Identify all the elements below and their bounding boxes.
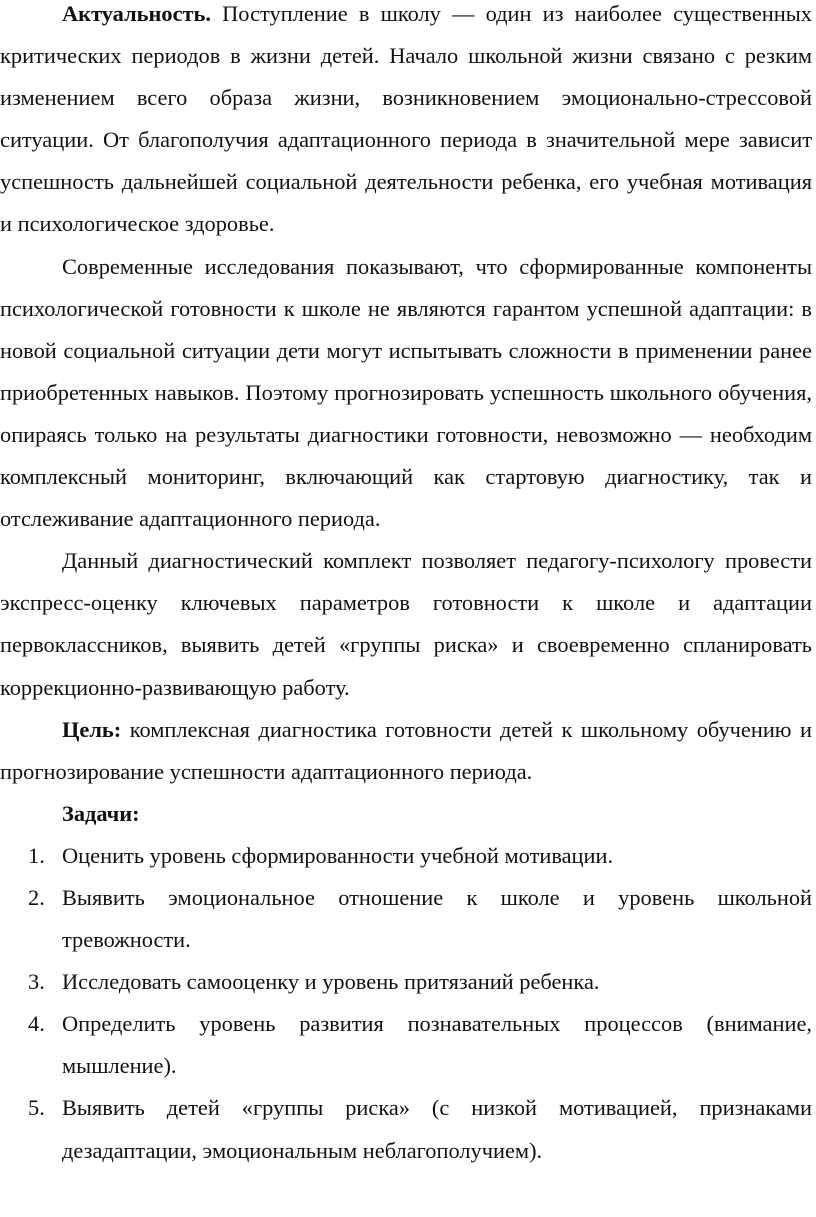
task-text: Выявить эмоциональное отношение к школе и уровень школьной тревожности.	[62, 884, 812, 953]
relevance-label: Актуальность.	[62, 1, 211, 26]
task-item	[0, 877, 812, 961]
task-item	[0, 835, 812, 877]
goal-text: комплексная диагностика готовности детей к школьному обучению и прогнозирование успешности адаптационного периода.	[0, 716, 812, 784]
tasks-list	[0, 835, 812, 1172]
relevance-paragraph	[0, 0, 812, 246]
task-text: Определить уровень развития познавательных процессов (внимание, мышление).	[62, 1011, 812, 1079]
research-paragraph: Современные исследования показывают, что сформированные компоненты психологической готовности к школе не являются гарантом успешной адаптации: в новой социальной ситуации дети могут испытывать сложности в применении ранее приобретенных навыков. Поэтому прогнозировать успешность школьного обучения, опираясь только на результаты диагностики готовности, невозможно — необходим комплексный мониторинг, включающий как стартовую диагностику, так и отслеживание адаптационного периода.	[0, 253, 812, 532]
task-number: 3.	[28, 969, 45, 995]
tasks-heading: Задачи:	[62, 800, 140, 826]
goal-paragraph	[0, 709, 812, 793]
relevance-text: Поступление в школу — один из наиболее существенных критических периодов в жизни детей. Начало школьной жизни связано с резким изменением всего образа жизни, возникновением эмоционально-стрессовой ситуации. От благополучия адаптационного периода в значительной мере зависит успешность дальнейшей социальной деятельности ребенка, его учебная мотивация и психологическое здоровье.	[0, 1, 812, 237]
task-text: Выявить детей «группы риска» (с низкой мотивацией, признаками дезадаптации, эмоциональным неблагополучием).	[62, 1095, 812, 1163]
task-item	[0, 1087, 812, 1171]
task-number: 2.	[28, 884, 45, 910]
task-text: Оценить уровень сформированности учебной мотивации.	[62, 842, 614, 868]
task-number: 5.	[28, 1095, 45, 1121]
goal-label: Цель:	[62, 716, 122, 742]
task-item	[0, 961, 812, 1003]
task-number: 1.	[28, 842, 45, 868]
task-number: 4.	[28, 1011, 45, 1037]
kit-description-paragraph: Данный диагностический комплект позволяет педагогу-психологу провести экспресс-оценку ключевых параметров готовности к школе и адаптации первоклассников, выявить детей «группы риска» и своевременно спланировать коррекционно-развивающую работу.	[0, 548, 812, 700]
task-text: Исследовать самооценку и уровень притязаний ребенка.	[62, 969, 600, 995]
task-item	[0, 1003, 812, 1087]
